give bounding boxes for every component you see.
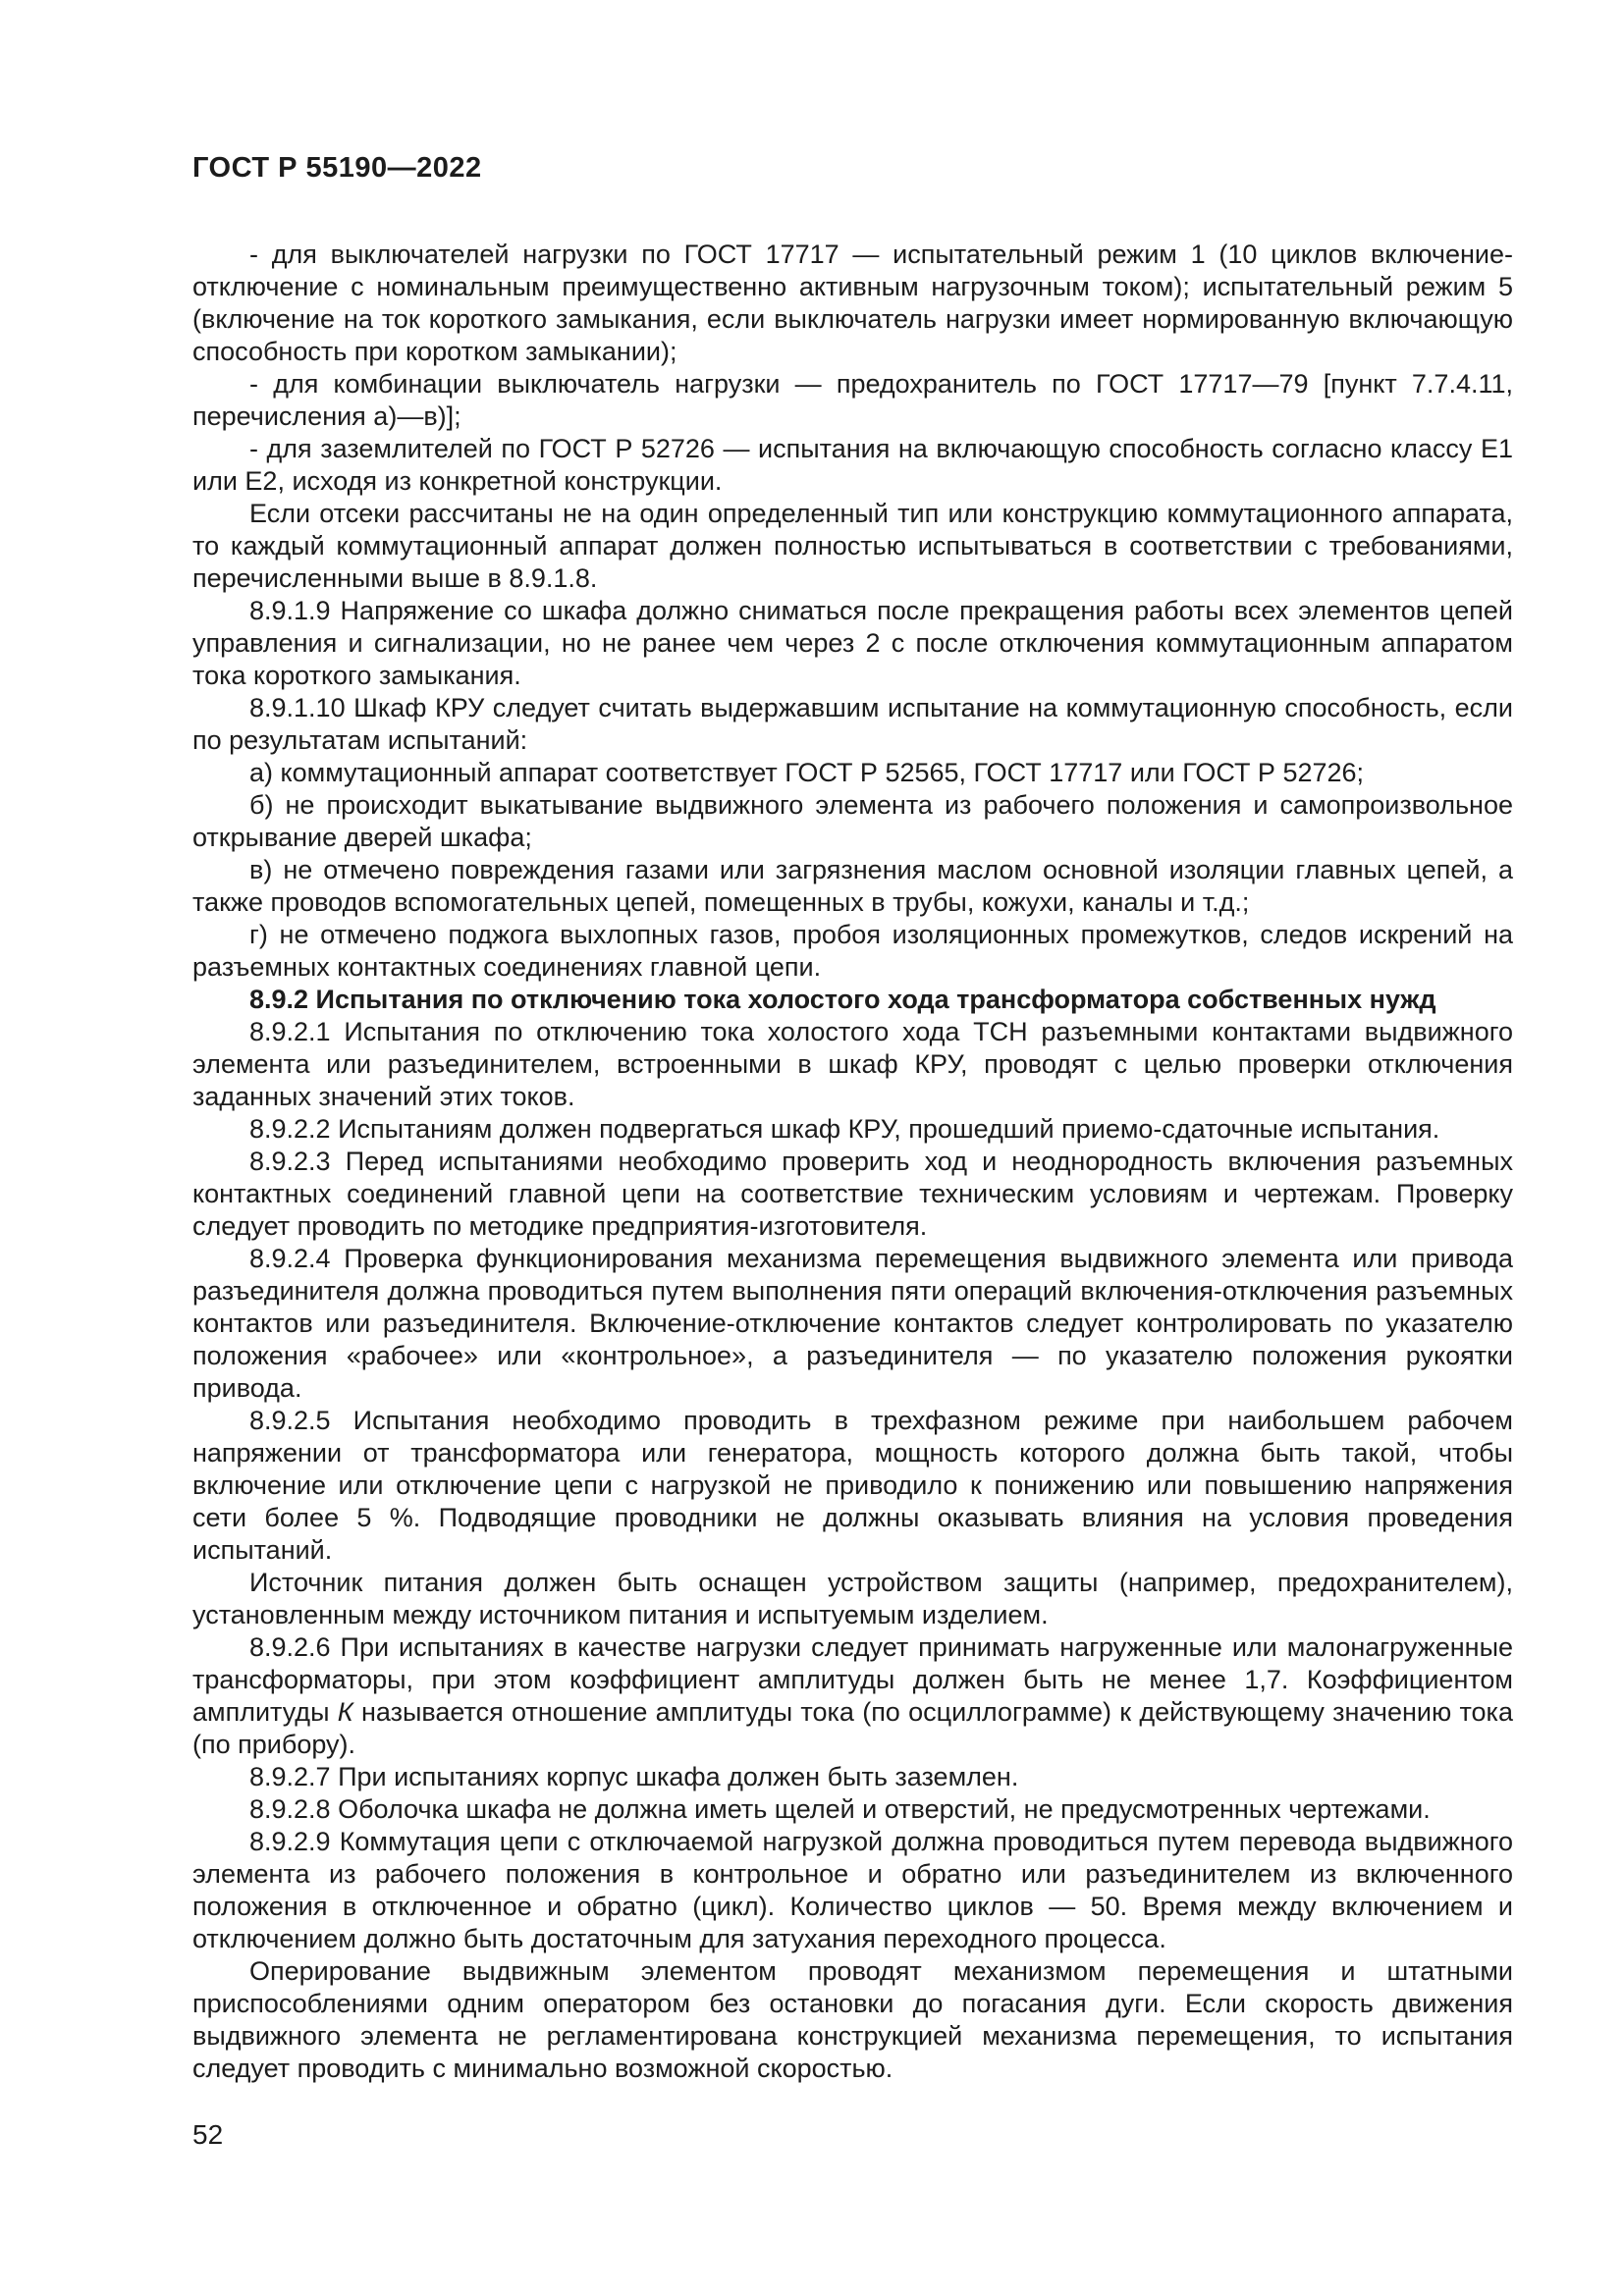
text-run: 8.9.2.7 При испытаниях корпус шкафа должен быть заземлен. xyxy=(249,1762,1019,1791)
text-run: 8.9.1.9 Напряжение со шкафа должно сниматься после прекращения работы всех элементов цепей управления и сигнализации, но не ранее чем через 2 с после отключения коммутационным аппаратом тока короткого замыкания. xyxy=(192,596,1513,690)
paragraph xyxy=(192,1243,1513,1405)
paragraph xyxy=(192,433,1513,498)
page-number: 52 xyxy=(192,2119,224,2150)
text-run: 8.9.2 Испытания по отключению тока холостого хода трансформатора собственных нужд xyxy=(249,985,1436,1014)
text-run: б) не происходит выкатывание выдвижного элемента из рабочего положения и самопроизвольное открывание дверей шкафа; xyxy=(192,790,1513,852)
document-body xyxy=(192,239,1513,2085)
paragraph xyxy=(192,757,1513,789)
text-run: - для комбинации выключатель нагрузки — предохранитель по ГОСТ 17717—79 [пункт 7.7.4.11, перечисления а)—в)]; xyxy=(192,369,1513,431)
paragraph xyxy=(192,1955,1513,2085)
paragraph xyxy=(192,368,1513,433)
text-run: Оперирование выдвижным элементом проводят механизмом перемещения и штатными приспособлениями одним оператором без остановки до погасания дуги. Если скорость движения выдвижного элемента не регламентирована конструкцией механизма перемещения, то испытания следует проводить с минимально возможной скоростью. xyxy=(192,1956,1513,2083)
standard-code: ГОСТ Р 55190—2022 xyxy=(192,152,482,184)
paragraph xyxy=(192,854,1513,919)
page-footer xyxy=(192,2118,1513,2151)
paragraph xyxy=(192,1631,1513,1761)
text-run: Источник питания должен быть оснащен устройством защиты (например, предохранителем), установленным между источником питания и испытуемым изделием. xyxy=(192,1568,1513,1629)
text-run: а) коммутационный аппарат соответствует ГОСТ Р 52565, ГОСТ 17717 или ГОСТ Р 52726; xyxy=(249,758,1365,787)
paragraph xyxy=(192,498,1513,595)
paragraph xyxy=(192,1826,1513,1955)
paragraph xyxy=(192,692,1513,757)
text-run: называется отношение амплитуды тока (по осциллограмме) к действующему значению тока (по прибору). xyxy=(192,1697,1513,1759)
paragraph xyxy=(192,1567,1513,1631)
paragraph xyxy=(192,1146,1513,1243)
page-header xyxy=(192,152,1513,185)
text-run: 8.9.2.9 Коммутация цепи с отключаемой нагрузкой должна проводиться путем перевода выдвижного элемента из рабочего положения в контрольное и обратно или разъединителем из включенного положения в отключенное и обратно (цикл). Количество циклов — 50. Время между включением и отключением должно быть достаточным для затухания переходного процесса. xyxy=(192,1827,1513,1953)
paragraph xyxy=(192,919,1513,984)
paragraph xyxy=(192,595,1513,692)
text-run: - для выключателей нагрузки по ГОСТ 17717 — испытательный режим 1 (10 циклов включение-отключение с номинальным преимущественно активным нагрузочным током); испытательный режим 5 (включение на ток короткого замыкания, если выключатель нагрузки имеет нормированную включающую способность при коротком замыкании); xyxy=(192,240,1513,366)
text-run: 8.9.2.1 Испытания по отключению тока холостого хода ТСН разъемными контактами выдвижного элемента или разъединителем, встроенными в шкаф КРУ, проводят с целью проверки отключения заданных значений этих токов. xyxy=(192,1017,1513,1111)
text-run: Если отсеки рассчитаны не на один определенный тип или конструкцию коммутационного аппарата, то каждый коммутационный аппарат должен полностью испытываться в соответствии с требованиями, перечисленными выше в 8.9.1.8. xyxy=(192,499,1513,593)
text-run: 8.9.2.2 Испытаниям должен подвергаться шкаф КРУ, прошедший приемо-сдаточные испытания. xyxy=(249,1114,1440,1144)
text-run: 8.9.2.3 Перед испытаниями необходимо проверить ход и неоднородность включения разъемных контактных соединений главной цепи на соответствие техническим условиям и чертежам. Проверку следует проводить по методике предприятия-изготовителя. xyxy=(192,1147,1513,1241)
section-heading xyxy=(192,984,1513,1016)
text-run: г) не отмечено поджога выхлопных газов, пробоя изоляционных промежутков, следов искрений на разъемных контактных соединениях главной цепи. xyxy=(192,920,1513,982)
text-run: 8.9.2.6 При испытаниях в качестве нагрузки следует принимать нагруженные или малонагруженные трансформаторы, при этом коэффициент амплитуды должен быть не менее 1,7. Коэффициентом амплитуды xyxy=(192,1632,1513,1727)
text-run: 8.9.2.5 Испытания необходимо проводить в трехфазном режиме при наибольшем рабочем напряжении от трансформатора или генератора, мощность которого должна быть такой, чтобы включение или отключение цепи с нагрузкой не приводило к понижению или повышению напряжения сети более 5 %. Подводящие проводники не должны оказывать влияния на условия проведения испытаний. xyxy=(192,1406,1513,1565)
paragraph xyxy=(192,789,1513,854)
text-run: в) не отмечено повреждения газами или загрязнения маслом основной изоляции главных цепей, а также проводов вспомогательных цепей, помещенных в трубы, кожухи, каналы и т.д.; xyxy=(192,855,1513,917)
text-run: 8.9.2.4 Проверка функционирования механизма перемещения выдвижного элемента или привода разъединителя должна проводиться путем выполнения пяти операций включения-отключения разъемных контактов или разъединителя. Включение-отключение контактов следует контролировать по указателю положения «рабочее» или «контрольное», а разъединителя — по указателю положения рукоятки привода. xyxy=(192,1244,1513,1403)
paragraph xyxy=(192,1793,1513,1826)
text-run: 8.9.2.8 Оболочка шкафа не должна иметь щелей и отверстий, не предусмотренных чертежами. xyxy=(249,1794,1431,1824)
text-run: 8.9.1.10 Шкаф КРУ следует считать выдержавшим испытание на коммутационную способность, если по результатам испытаний: xyxy=(192,693,1513,755)
text-run: - для заземлителей по ГОСТ Р 52726 — испытания на включающую способность согласно классу Е1 или Е2, исходя из конкретной конструкции. xyxy=(192,434,1513,496)
paragraph xyxy=(192,1405,1513,1567)
paragraph xyxy=(192,1113,1513,1146)
paragraph xyxy=(192,239,1513,368)
paragraph xyxy=(192,1761,1513,1793)
paragraph xyxy=(192,1016,1513,1113)
italic-text-run: К xyxy=(337,1697,353,1727)
